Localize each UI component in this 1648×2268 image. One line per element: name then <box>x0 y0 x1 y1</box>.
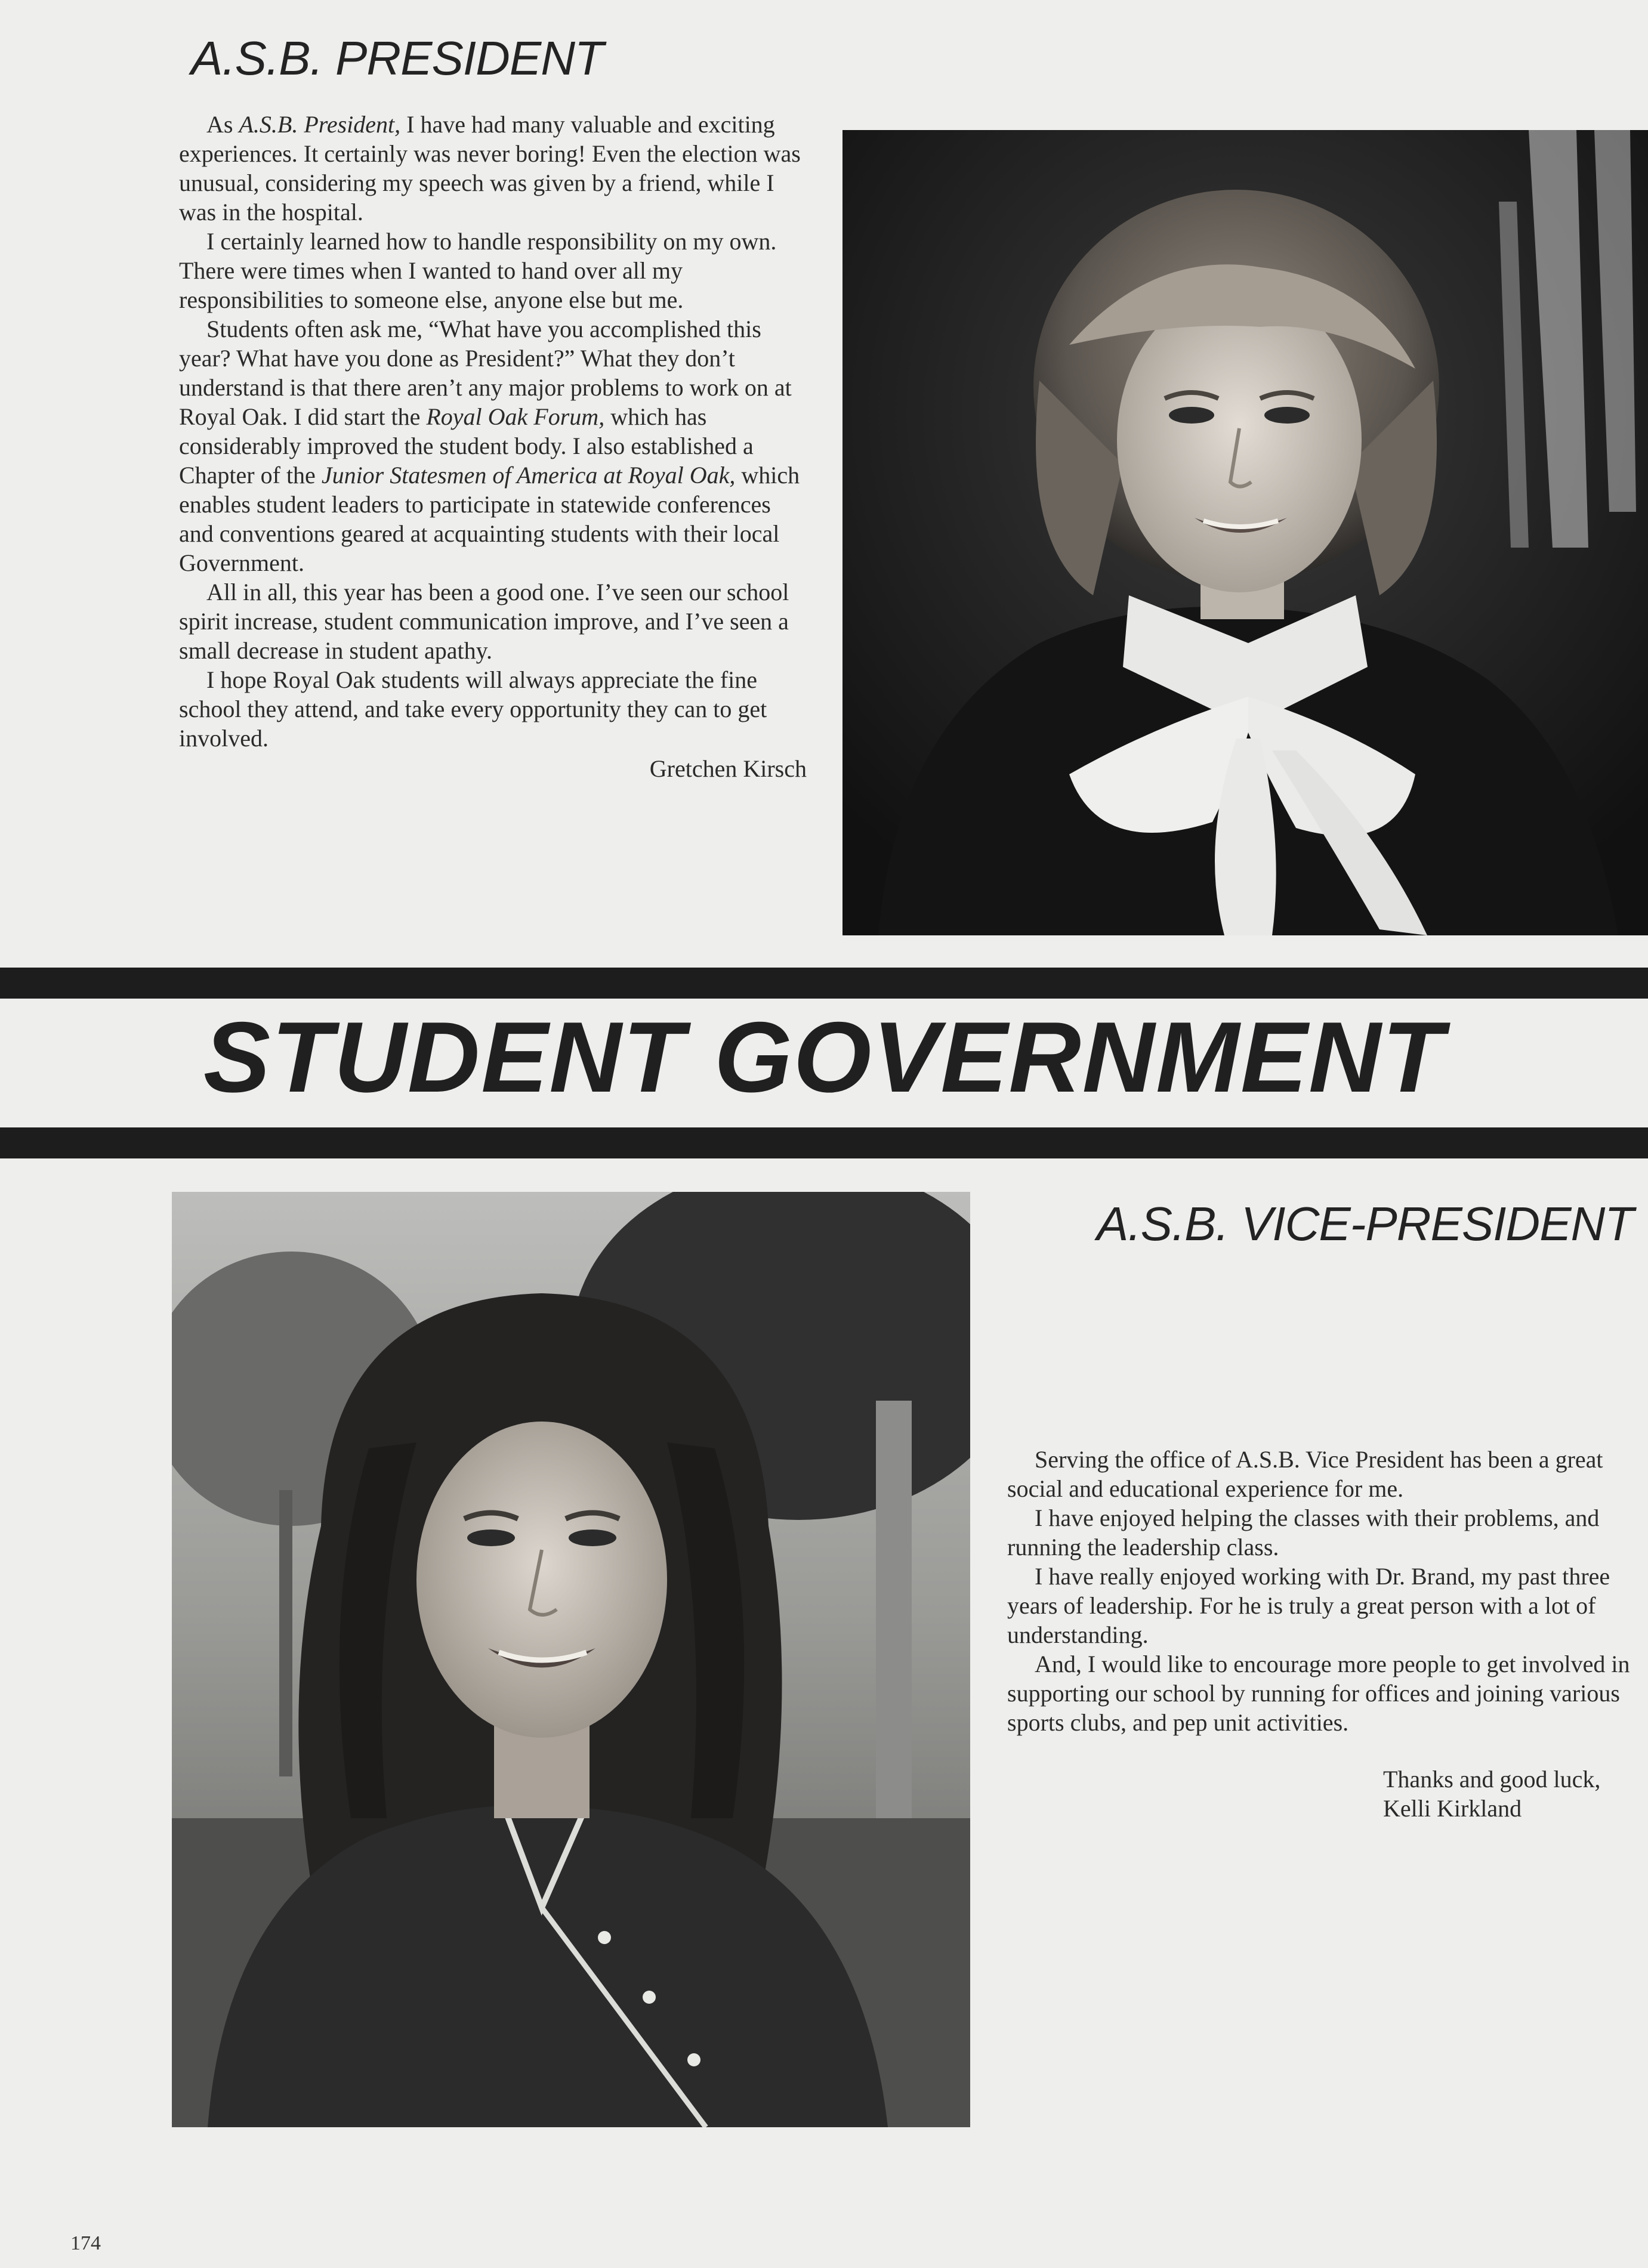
letter-paragraph: Serving the office of A.S.B. Vice President has been a great social and educational experience for me. <box>1007 1446 1603 1502</box>
letter-paragraph: As A.S.B. President, I have had many valuable and exciting experiences. It certainly was never boring! Even the election was unusual, considering my speech was given by a friend, while I was in the hospital. <box>179 111 801 225</box>
vice-president-heading: A.S.B. VICE-PRESIDENT <box>1097 1197 1634 1250</box>
vice-president-letter-body <box>1007 1445 1648 1737</box>
letter-paragraph: I have really enjoyed working with Dr. Brand, my past three years of leadership. For he is truly a great person with a lot of understanding. <box>1007 1563 1610 1648</box>
president-letter <box>179 110 807 783</box>
vice-president-closing-block <box>1007 1765 1648 1823</box>
president-letter-body <box>179 110 807 753</box>
letter-paragraph: Students often ask me, “What have you accomplished this year? What have you done as President?” What they don’t understand is that there aren’t any major problems to work on at Royal Oak. I did start the Royal Oak Forum, which has considerably improved the student body. I also established a Chapter of the Junior Statesmen of America at Royal Oak, which enables student leaders to participate in statewide conferences and conventions geared at acquainting students with their local Government. <box>179 316 800 576</box>
letter-paragraph: And, I would like to encourage more people to get involved in supporting our school by running for offices and joining various sports clubs, and pep unit activities. <box>1007 1651 1630 1736</box>
italic-phrase: A.S.B. President, <box>239 111 401 138</box>
president-heading: A.S.B. PRESIDENT <box>191 32 603 85</box>
banner-bottom-rule <box>0 1127 1648 1158</box>
letter-paragraph: I have enjoyed helping the classes with their problems, and running the leadership class. <box>1007 1504 1600 1561</box>
vice-president-portrait-photo <box>172 1192 970 2127</box>
president-signature: Gretchen Kirsch <box>649 755 807 782</box>
vice-president-closing: Thanks and good luck, <box>1383 1766 1601 1793</box>
page-number: 174 <box>70 2232 101 2254</box>
vice-president-signature: Kelli Kirkland <box>1383 1795 1522 1822</box>
banner-title: STUDENT GOVERNMENT <box>203 1001 1445 1113</box>
italic-phrase: Royal Oak Forum, <box>426 403 605 430</box>
letter-paragraph: I certainly learned how to handle responsibility on my own. There were times when I wanted to hand over all my responsibilities to someone else, anyone else but me. <box>179 228 777 313</box>
president-portrait-photo <box>842 130 1648 935</box>
banner-top-rule <box>0 968 1648 999</box>
italic-phrase: Junior Statesmen of America at Royal Oak, <box>321 462 736 489</box>
letter-paragraph: All in all, this year has been a good one. I’ve seen our school spirit increase, student communication improve, and I’ve seen a small decrease in student apathy. <box>179 579 789 664</box>
letter-paragraph: I hope Royal Oak students will always appreciate the fine school they attend, and take every opportunity they can to get involved. <box>179 666 767 752</box>
vice-president-letter <box>1007 1445 1648 1823</box>
